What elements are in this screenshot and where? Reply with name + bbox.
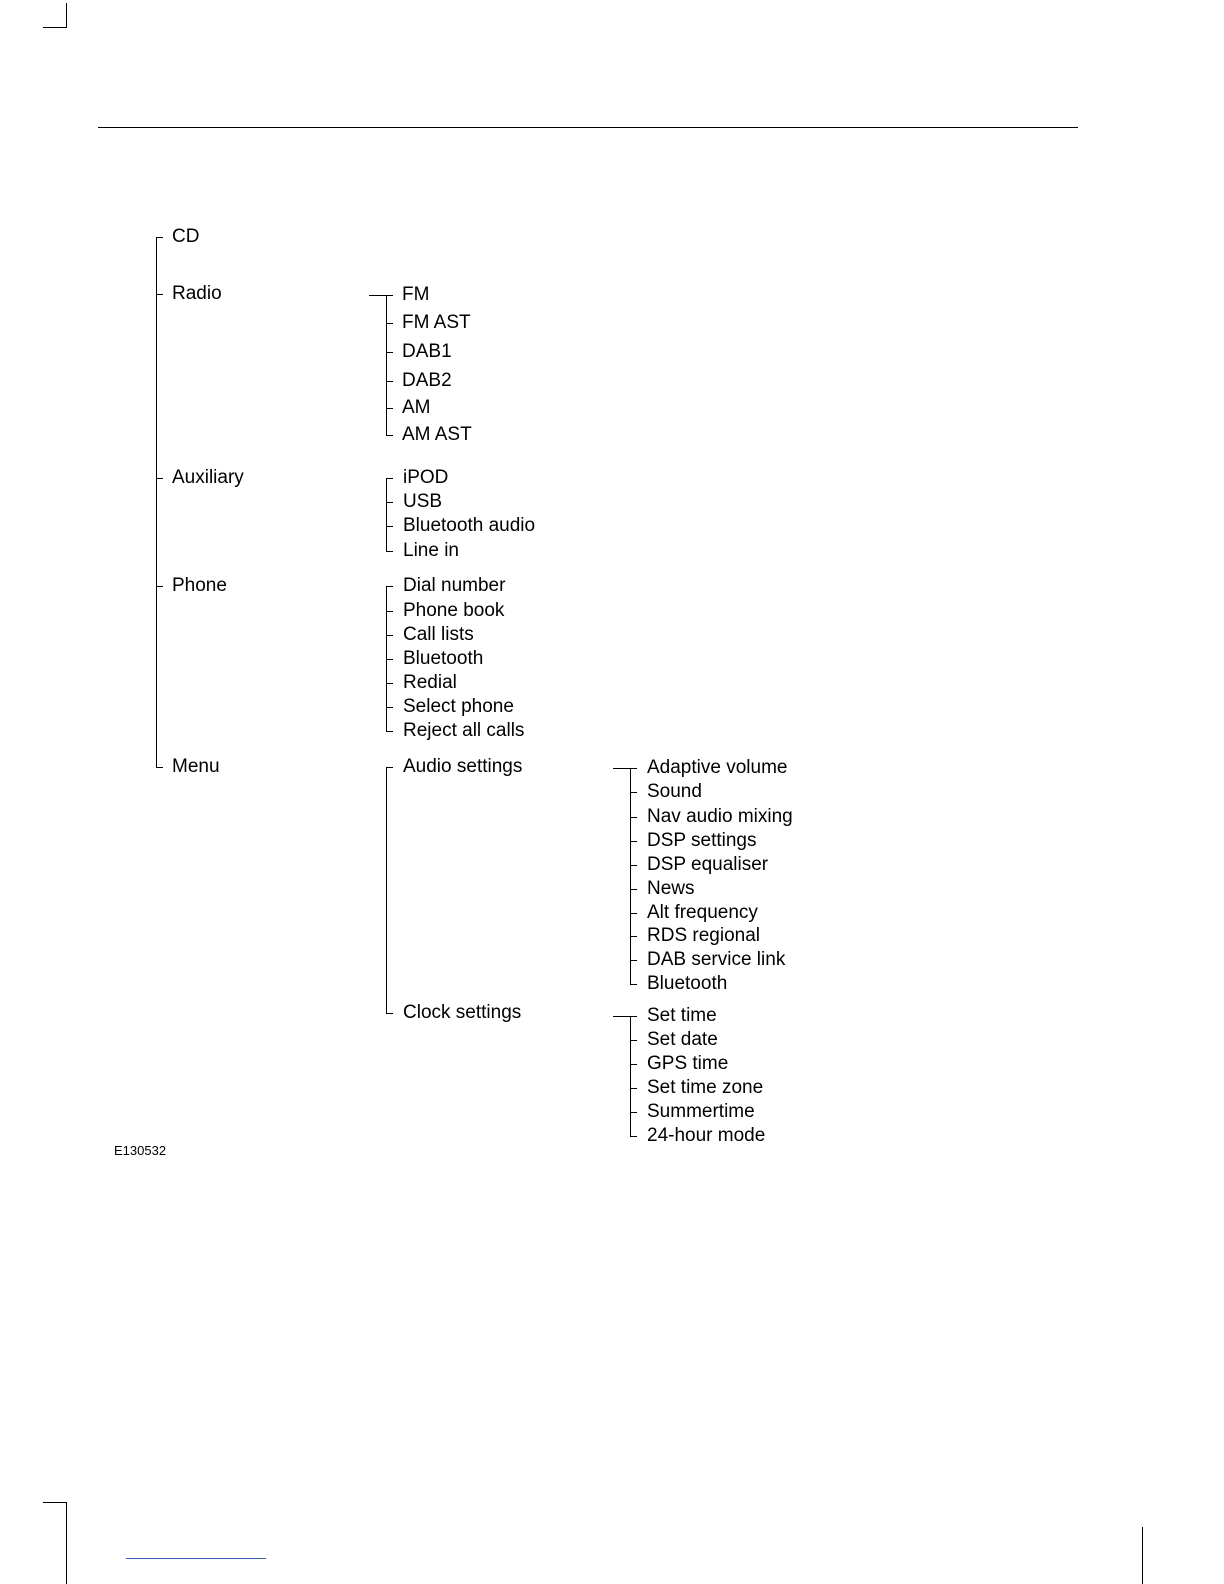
auxiliary-submenu-tick: [386, 551, 393, 552]
auxiliary-submenu-connector: [386, 478, 387, 552]
clock-settings-submenu-item: Set date: [647, 1029, 718, 1050]
clock-settings-submenu-connector: [630, 1016, 631, 1137]
phone-submenu-item: Select phone: [403, 696, 514, 717]
audio-settings-submenu-tick: [630, 792, 637, 793]
top-level-item: Auxiliary: [172, 467, 244, 488]
audio-settings-submenu-entry-tick: [613, 768, 637, 769]
radio-submenu-item: FM: [402, 284, 430, 305]
audio-settings-submenu-tick: [630, 984, 637, 985]
radio-submenu-item: AM AST: [402, 424, 472, 445]
radio-submenu-item: DAB2: [402, 370, 452, 391]
audio-settings-submenu-item: Adaptive volume: [647, 757, 788, 778]
clock-settings-submenu-tick: [630, 1064, 637, 1065]
auxiliary-submenu-item: Bluetooth audio: [403, 515, 536, 536]
clock-settings-submenu-tick: [630, 1040, 637, 1041]
phone-submenu-item: Phone book: [403, 600, 505, 621]
menu-submenu-connector: [386, 767, 387, 1014]
audio-settings-submenu-item: DSP equaliser: [647, 854, 769, 875]
radio-submenu-tick: [386, 435, 393, 436]
phone-submenu-item: Redial: [403, 672, 457, 693]
audio-settings-submenu-item: News: [647, 878, 695, 899]
top-level-item: Menu: [172, 756, 220, 777]
audio-settings-submenu-tick: [630, 913, 637, 914]
audio-settings-submenu-tick: [630, 936, 637, 937]
auxiliary-submenu-item: iPOD: [403, 467, 449, 488]
clock-settings-submenu-item: Summertime: [647, 1101, 755, 1122]
clock-settings-submenu-item: GPS time: [647, 1053, 729, 1074]
crop-mark-top-left-vertical: [66, 3, 67, 28]
audio-settings-submenu-item: RDS regional: [647, 925, 760, 946]
radio-submenu-item: FM AST: [402, 312, 471, 333]
radio-submenu-tick: [386, 408, 393, 409]
phone-submenu-tick: [386, 659, 393, 660]
top-level-tick: [156, 294, 163, 295]
auxiliary-submenu-item: USB: [403, 491, 443, 512]
audio-settings-submenu-tick: [630, 817, 637, 818]
clock-settings-submenu-item: 24-hour mode: [647, 1125, 766, 1146]
phone-submenu-tick: [386, 683, 393, 684]
top-level-tick: [156, 586, 163, 587]
auxiliary-submenu-tick: [386, 526, 393, 527]
phone-submenu-tick: [386, 731, 393, 732]
radio-submenu-tick: [386, 381, 393, 382]
radio-submenu-tick: [386, 352, 393, 353]
menu-submenu-item: Audio settings: [403, 756, 523, 777]
audio-settings-submenu-item: Alt frequency: [647, 902, 758, 923]
phone-submenu-item: Call lists: [403, 624, 474, 645]
auxiliary-submenu-item: Line in: [403, 540, 459, 561]
clock-settings-submenu-tick: [630, 1136, 637, 1137]
clock-settings-submenu-tick: [630, 1112, 637, 1113]
phone-submenu-item: Reject all calls: [403, 720, 525, 741]
top-level-tick: [156, 478, 163, 479]
header-rule: [98, 127, 1078, 128]
radio-submenu-tick: [386, 323, 393, 324]
phone-submenu-item: Bluetooth: [403, 648, 484, 669]
menu-submenu-tick: [386, 1013, 393, 1014]
audio-settings-submenu-tick: [630, 960, 637, 961]
audio-settings-submenu-tick: [630, 889, 637, 890]
top-level-connector: [156, 237, 157, 768]
phone-submenu-tick: [386, 611, 393, 612]
clock-settings-submenu-entry-tick: [613, 1016, 637, 1017]
radio-submenu-entry-tick: [369, 295, 393, 296]
audio-settings-submenu-connector: [630, 768, 631, 985]
menu-submenu-tick: [386, 767, 393, 768]
auxiliary-submenu-tick: [386, 502, 393, 503]
phone-submenu-tick: [386, 707, 393, 708]
crop-mark-top-left-horizontal: [43, 27, 67, 28]
audio-settings-submenu-item: Nav audio mixing: [647, 806, 793, 827]
radio-submenu-item: AM: [402, 397, 431, 418]
top-level-tick: [156, 237, 163, 238]
phone-submenu-tick: [386, 635, 393, 636]
top-level-tick: [156, 767, 163, 768]
clock-settings-submenu-tick: [630, 1088, 637, 1089]
auxiliary-submenu-tick: [386, 478, 393, 479]
clock-settings-submenu-item: Set time zone: [647, 1077, 764, 1098]
audio-settings-submenu-item: DAB service link: [647, 949, 786, 970]
audio-settings-submenu-tick: [630, 865, 637, 866]
audio-settings-submenu-item: Sound: [647, 781, 702, 802]
radio-submenu-connector: [386, 295, 387, 436]
audio-settings-submenu-item: DSP settings: [647, 830, 757, 851]
clock-settings-submenu-item: Set time: [647, 1005, 717, 1026]
radio-submenu-item: DAB1: [402, 341, 452, 362]
top-level-item: Phone: [172, 575, 227, 596]
top-level-item: Radio: [172, 283, 222, 304]
phone-submenu-item: Dial number: [403, 575, 506, 596]
top-level-item: CD: [172, 226, 200, 247]
footer-link-rule: [126, 1558, 266, 1559]
crop-mark-bottom-left-horizontal: [43, 1502, 67, 1503]
figure-code: E130532: [114, 1143, 167, 1158]
audio-settings-submenu-item: Bluetooth: [647, 973, 728, 994]
crop-mark-bottom-right-vertical: [1142, 1527, 1143, 1584]
menu-submenu-item: Clock settings: [403, 1002, 522, 1023]
phone-submenu-tick: [386, 586, 393, 587]
crop-mark-bottom-left-vertical: [66, 1502, 67, 1584]
audio-settings-submenu-tick: [630, 841, 637, 842]
